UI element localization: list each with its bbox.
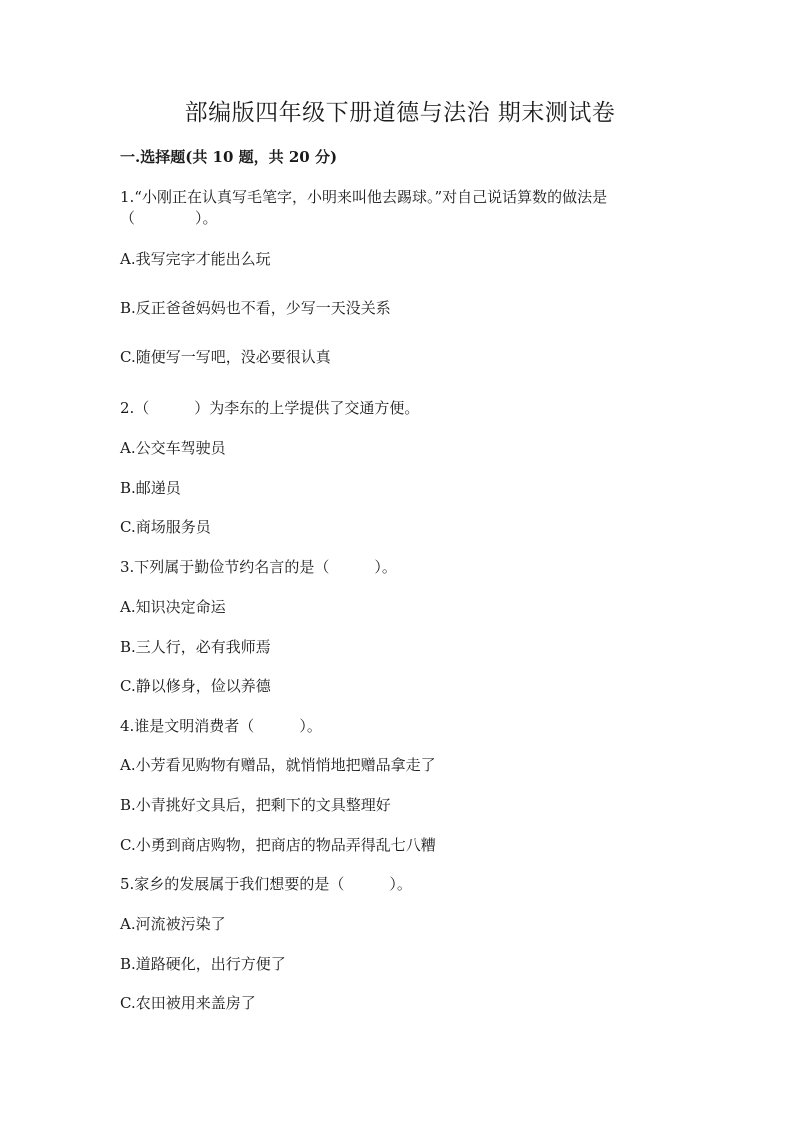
question-4-stem: 4.谁是文明消费者（ ）。 <box>120 717 322 735</box>
section-heading: 一.选择题(共 10 题，共 20 分) <box>120 148 338 166</box>
question-5-option-a: A.河流被污染了 <box>120 915 226 933</box>
question-1-stem: 1.“小刚正在认真写毛笔字，小明来叫他去踢球。”对自己说话算数的做法是 <box>120 188 608 206</box>
question-2-option-a: A.公交车驾驶员 <box>120 439 226 457</box>
question-4-option-b: B.小青挑好文具后，把剩下的文具整理好 <box>120 796 391 814</box>
question-3-option-a: A.知识决定命运 <box>120 598 226 616</box>
question-5-option-c: C.农田被用来盖房了 <box>120 994 256 1012</box>
question-1-option-b: B.反正爸爸妈妈也不看，少写一天没关系 <box>120 299 391 317</box>
question-2-option-b: B.邮递员 <box>120 479 181 497</box>
question-3-option-c: C.静以修身，俭以养德 <box>120 677 271 695</box>
question-4-option-c: C.小勇到商店购物，把商店的物品弄得乱七八糟 <box>120 836 436 854</box>
question-2-stem: 2.（ ）为李东的上学提供了交通方便。 <box>120 399 420 417</box>
question-3-option-b: B.三人行，必有我师焉 <box>120 638 271 656</box>
question-4-option-a: A.小芳看见购物有赠品，就悄悄地把赠品拿走了 <box>120 756 436 774</box>
question-5-option-b: B.道路硬化，出行方便了 <box>120 955 286 973</box>
question-1-option-c: C.随便写一写吧，没必要很认真 <box>120 348 331 366</box>
question-2-option-c: C.商场服务员 <box>120 518 211 536</box>
question-3-stem: 3.下列属于勤俭节约名言的是（ ）。 <box>120 558 397 576</box>
question-1-stem-continued: （ ）。 <box>120 209 218 227</box>
page-title: 部编版四年级下册道德与法治 期末测试卷 <box>184 100 616 126</box>
question-1-option-a: A.我写完字才能出么玩 <box>120 250 271 268</box>
question-5-stem: 5.家乡的发展属于我们想要的是（ ）。 <box>120 875 412 893</box>
